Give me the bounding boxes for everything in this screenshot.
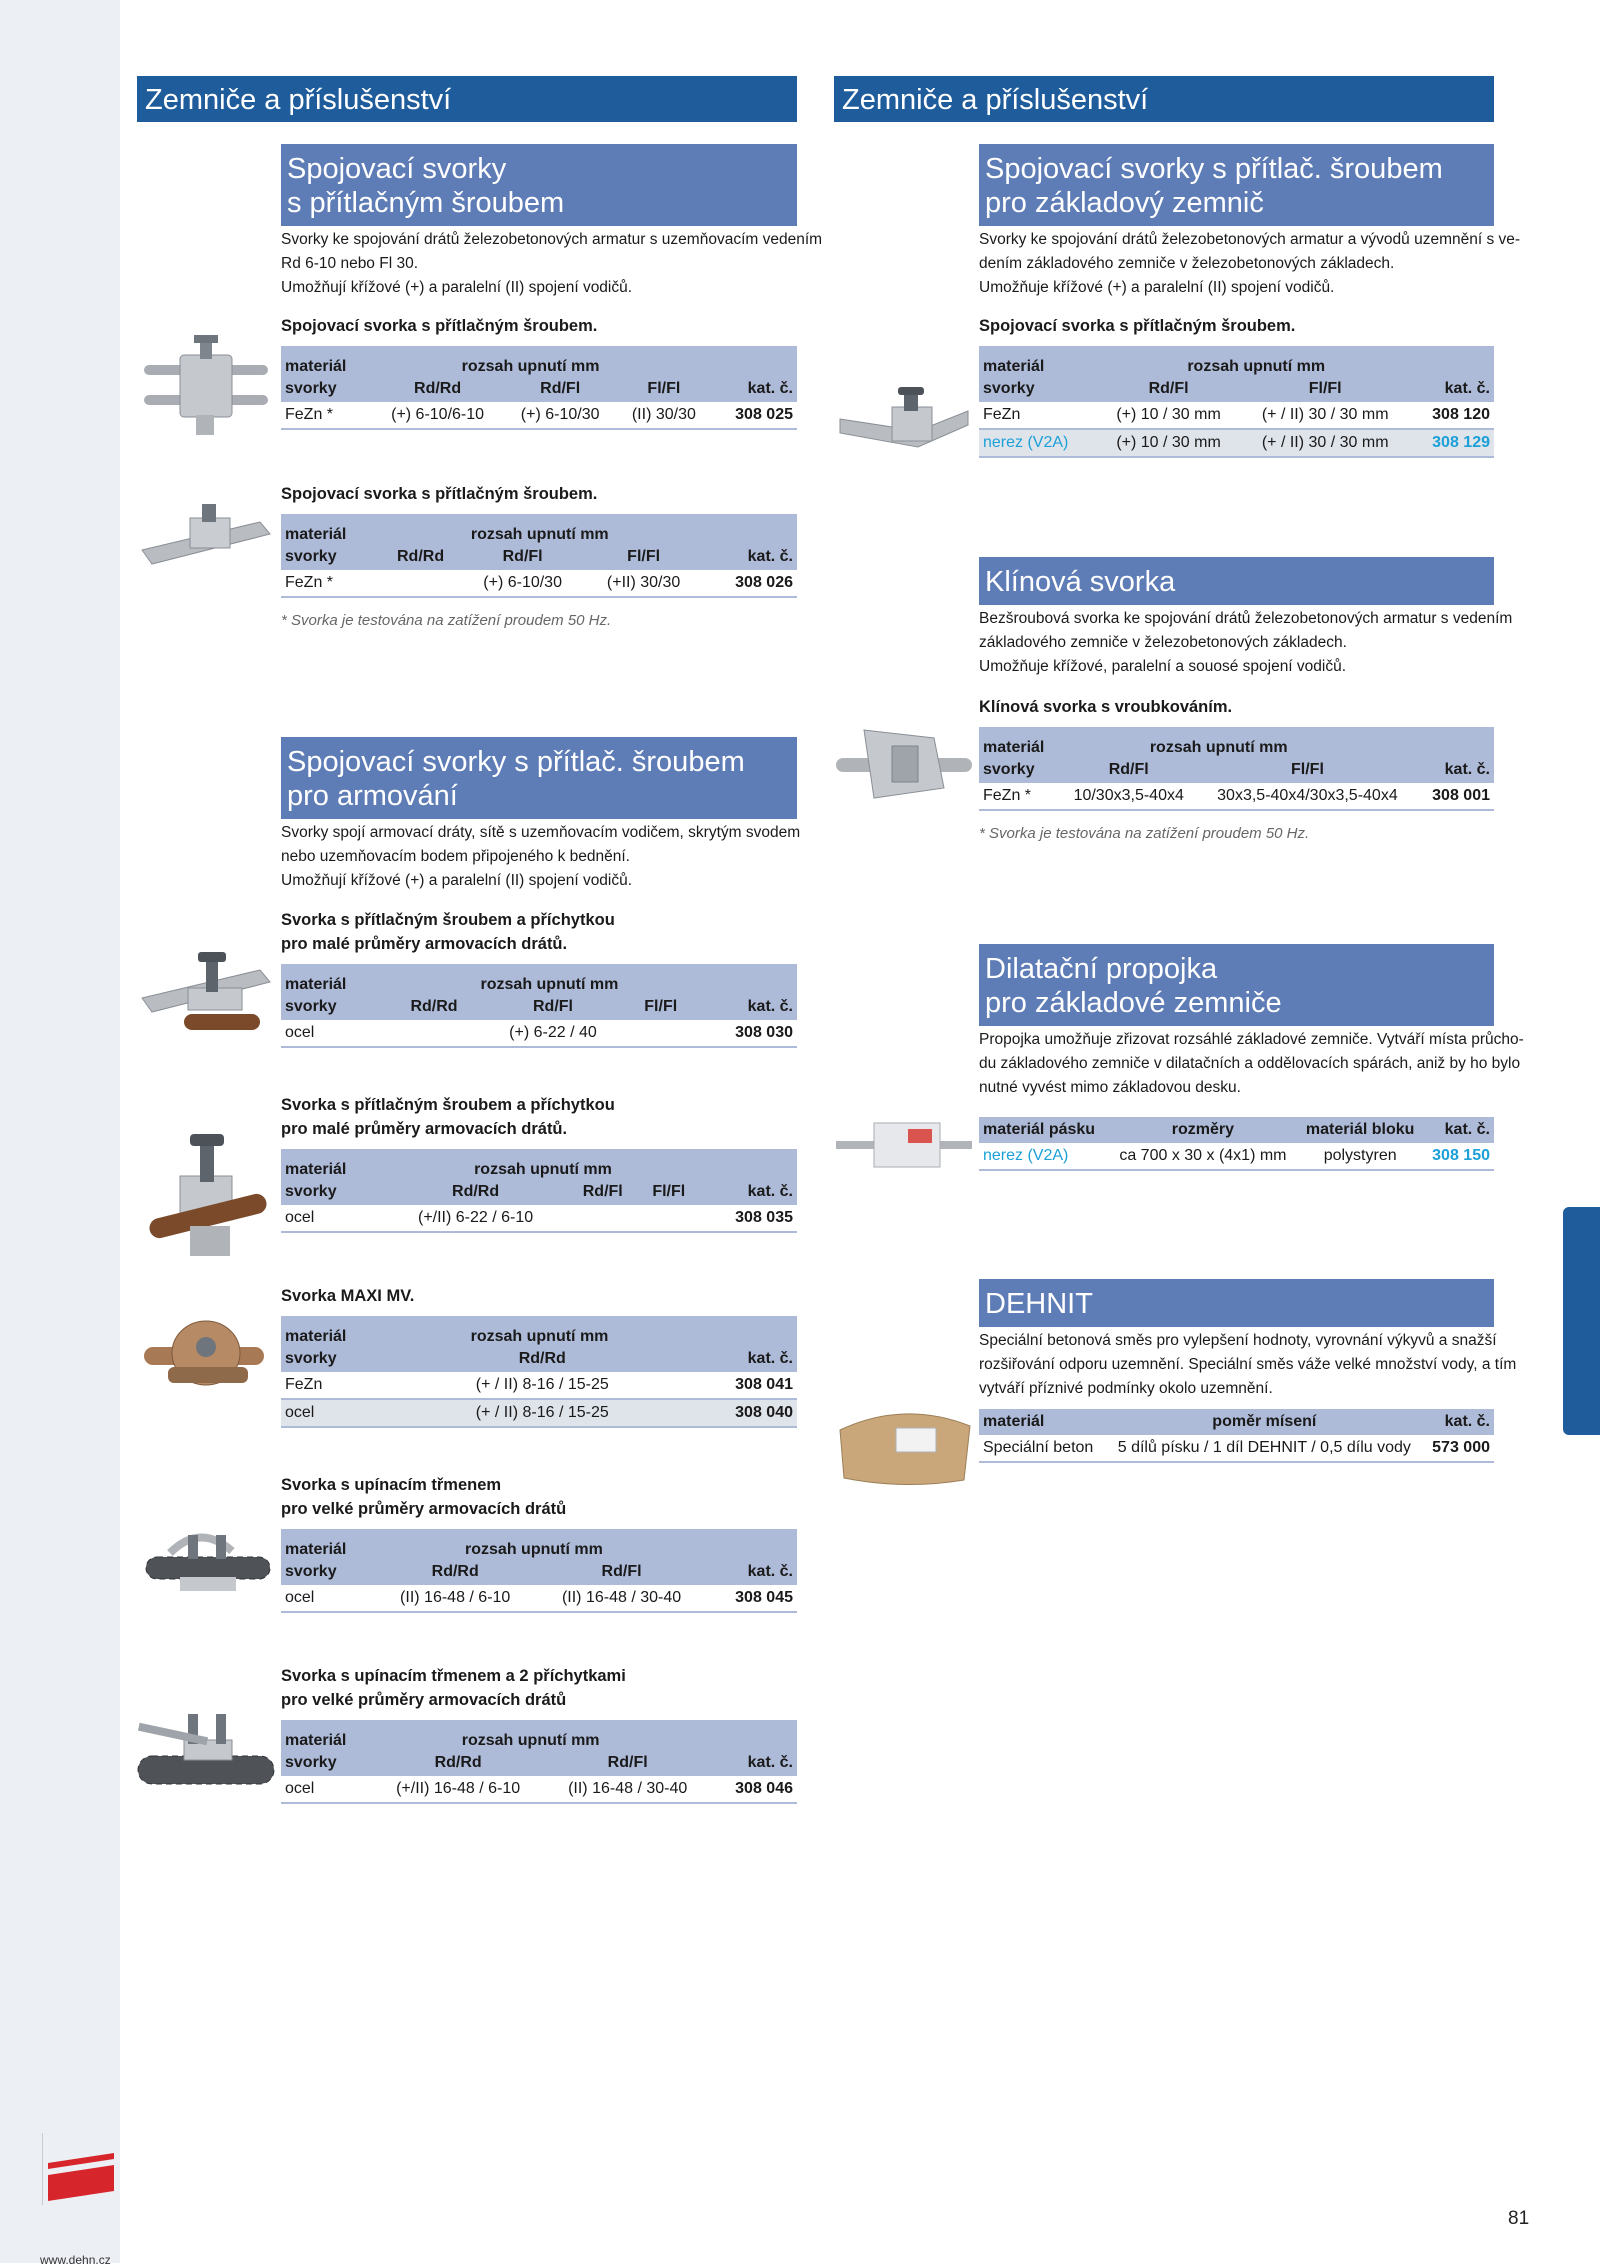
spec-table: materiál rozsah upnutí mm svorky Rd/Fl Fl/Fl kat. č. FeZn * 10/30x3,5-40x4 30x3,5-40x4/30x3,5-40x4 308 001 — [979, 727, 1494, 811]
table-row: nerez (V2A) (+) 10 / 30 mm (+ / II) 30 / 30 mm 308 129 — [979, 429, 1494, 457]
section-klinova-svorka — [979, 557, 1513, 679]
section-title: Spojovací svorky s přítlačným šroubem — [281, 144, 797, 226]
footer-url: www.dehn.cz — [40, 2253, 111, 2267]
table-row: FeZn (+) 10 / 30 mm (+ / II) 30 / 30 mm 308 120 — [979, 402, 1494, 429]
section-dilatacni-propojka — [979, 944, 1524, 1100]
section-spojovaci-svorky — [281, 144, 823, 300]
spec-table: materiál rozsah upnutí mm svorky Rd/Rd kat. č. FeZn (+ / II) 8-16 / 15-25 308 041 ocel (+ / II) 8-16 / 15-25 308 040 — [281, 1316, 797, 1428]
spec-table: materiál rozsah upnutí mm svorky Rd/Rd Rd/Fl Fl/Fl kat. č. FeZn * (+) 6-10/30 (+II) 30/30 308 026 — [281, 514, 797, 598]
product-block-308035 — [281, 1093, 797, 1233]
right-chapter-header: Zemniče a příslušenství — [834, 76, 1494, 122]
dehnit-bag-image — [834, 1390, 974, 1490]
spec-table: materiál rozsah upnutí mm svorky Rd/Fl Fl/Fl kat. č. FeZn (+) 10 / 30 mm (+ / II) 30 / 30 mm 308 120 nerez (V2A) (+) 10 / 30 mm (+ / II) 30 / 30 mm 308 129 — [979, 346, 1494, 458]
product-block-308150 — [979, 1117, 1494, 1171]
left-chapter-header: Zemniče a příslušenství — [137, 76, 797, 122]
table-row: FeZn * (+) 6-10/6-10 (+) 6-10/30 (II) 30/30 308 025 — [281, 402, 797, 429]
chapter-tab — [1563, 1207, 1600, 1435]
section-title: Dilatační propojka pro základové zemniče — [979, 944, 1494, 1026]
product-block-573000 — [979, 1409, 1494, 1463]
clamp-308026-image — [140, 500, 272, 572]
section-description: Bezšroubová svorka ke spojování drátů železobetonových armatur s vedením základového zemniče v železobetonových základech. Umožňuje křížové, paralelní a souosé spojení vodičů. — [979, 610, 1513, 675]
product-block-308030 — [281, 908, 797, 1048]
footnote: * Svorka je testována na zatížení proudem 50 Hz. — [281, 612, 612, 629]
product-block-308120 — [979, 314, 1494, 458]
table-row: FeZn (+ / II) 8-16 / 15-25 308 041 — [281, 1372, 797, 1399]
product-subtitle: Svorka s upínacím třmenem pro velké průměry armovacích drátů — [281, 1476, 567, 1518]
spec-table: materiál rozsah upnutí mm svorky Rd/Rd Rd/Fl Fl/Fl kat. č. FeZn * (+) 6-10/6-10 (+) 6-10/30 (II) 30/30 308 025 — [281, 346, 797, 430]
product-subtitle: Klínová svorka s vroubkováním. — [979, 698, 1233, 716]
clamp-308120-image — [838, 385, 970, 465]
footnote: * Svorka je testována na zatížení proudem 50 Hz. — [979, 825, 1310, 842]
product-subtitle: Svorka s upínacím třmenem a 2 příchytkami pro velké průměry armovacích drátů — [281, 1667, 626, 1709]
section-description: Svorky ke spojování drátů železobetonových armatur a vývodů uzemnění s ve- dením základového zemniče v železobetonových základech. Umožňuje křížové (+) a paralelní (II) spojení vodičů. — [979, 231, 1521, 296]
product-block-308025 — [281, 314, 797, 430]
section-description: Svorky ke spojování drátů železobetonových armatur s uzemňovacím vedením Rd 6-10 nebo Fl 30. Umožňují křížové (+) a paralelní (II) spojení vodičů. — [281, 231, 823, 296]
product-block-308045 — [281, 1473, 797, 1613]
spec-table: materiál rozsah upnutí mm svorky Rd/Rd Rd/Fl kat. č. ocel (+/II) 16-48 / 6-10 (II) 16-48 / 30-40 308 046 — [281, 1720, 797, 1804]
clamp-maxi-mv-image — [140, 1305, 272, 1400]
clamp-308025-image — [140, 335, 272, 435]
table-row: FeZn * 10/30x3,5-40x4 30x3,5-40x4/30x3,5-40x4 308 001 — [979, 783, 1494, 810]
page-number: 81 — [1508, 2208, 1530, 2229]
section-title: Klínová svorka — [979, 557, 1494, 605]
clamp-308046-image — [136, 1700, 276, 1810]
clamp-308001-image — [834, 718, 974, 810]
table-row: FeZn * (+) 6-10/30 (+II) 30/30 308 026 — [281, 570, 797, 597]
table-row: Speciální beton 5 dílů písku / 1 díl DEHNIT / 0,5 dílu vody 573 000 — [979, 1435, 1494, 1462]
product-subtitle: Svorka MAXI MV. — [281, 1287, 415, 1305]
product-block-308001 — [979, 695, 1494, 842]
expansion-joint-image — [834, 1115, 974, 1177]
product-subtitle: Spojovací svorka s přítlačným šroubem. — [281, 485, 598, 503]
table-row: nerez (V2A) ca 700 x 30 x (4x1) mm polystyren 308 150 — [979, 1143, 1494, 1170]
section-svorky-pro-armovani — [281, 737, 801, 893]
section-description: Svorky spojí armovací dráty, sítě s uzemňovacím vodičem, skrytým svodem nebo uzemňovacím bodem připojeného k bednění. Umožňují křížové (+) a paralelní (II) spojení vodičů. — [281, 824, 801, 889]
left-margin-strip — [0, 0, 120, 2263]
product-block-308046 — [281, 1664, 797, 1804]
table-row: ocel (+) 6-22 / 40 308 030 — [281, 1020, 797, 1047]
product-subtitle: Spojovací svorka s přítlačným šroubem. — [281, 317, 598, 335]
section-description: Speciální betonová směs pro vylepšení hodnoty, vyrovnání výkyvů a snažší rozšiřování odporu uzemnění. Speciální směs váže velké množství vody, a tím vytváří příznivé podmínky okolo uzemnění. — [979, 1332, 1517, 1397]
section-title: DEHNIT — [979, 1279, 1494, 1327]
product-block-308026 — [281, 482, 797, 629]
section-title: Spojovací svorky s přítlač. šroubem pro základový zemnič — [979, 144, 1494, 226]
spec-table: materiál rozsah upnutí mm svorky Rd/Rd Rd/Fl kat. č. ocel (II) 16-48 / 6-10 (II) 16-48 / 30-40 308 045 — [281, 1529, 797, 1613]
spec-table: materiál rozsah upnutí mm svorky Rd/Rd Rd/Fl Fl/Fl kat. č. ocel (+) 6-22 / 40 308 030 — [281, 964, 797, 1048]
product-subtitle: Spojovací svorka s přítlačným šroubem. — [979, 317, 1296, 335]
table-row: ocel (+ / II) 8-16 / 15-25 308 040 — [281, 1399, 797, 1427]
table-row: ocel (+/II) 16-48 / 6-10 (II) 16-48 / 30-40 308 046 — [281, 1776, 797, 1803]
section-dehnit — [979, 1279, 1517, 1401]
product-block-maxi-mv — [281, 1284, 797, 1428]
product-subtitle: Svorka s přítlačným šroubem a příchytkou pro malé průměry armovacích drátů. — [281, 1096, 615, 1138]
section-zakladovy-zemnic — [979, 144, 1521, 300]
section-description: Propojka umožňuje zřizovat rozsáhlé základové zemniče. Vytváří místa průcho- du základového zemniče v dilatačních a oddělovacích spárách, aniž by ho bylo nutné vyvést mimo základovou desku. — [979, 1031, 1524, 1096]
spec-table: materiál poměr mísení kat. č. Speciální beton 5 dílů písku / 1 díl DEHNIT / 0,5 dílu vody 573 000 — [979, 1409, 1494, 1463]
product-subtitle: Svorka s přítlačným šroubem a příchytkou pro malé průměry armovacích drátů. — [281, 911, 615, 953]
table-row: ocel (+/II) 6-22 / 6-10 308 035 — [281, 1205, 797, 1232]
clamp-308045-image — [140, 1515, 272, 1615]
spec-table: materiál pásku rozměry materiál bloku kat. č. nerez (V2A) ca 700 x 30 x (4x1) mm polystyren 308 150 — [979, 1117, 1494, 1171]
section-title: Spojovací svorky s přítlač. šroubem pro armování — [281, 737, 797, 819]
table-row: ocel (II) 16-48 / 6-10 (II) 16-48 / 30-40 308 045 — [281, 1585, 797, 1612]
clamp-308030-image — [140, 950, 272, 1050]
spec-table: materiál rozsah upnutí mm svorky Rd/Rd Rd/Fl Fl/Fl kat. č. ocel (+/II) 6-22 / 6-10 308 035 — [281, 1149, 797, 1233]
clamp-308035-image — [140, 1130, 272, 1260]
dehn-logo — [42, 2133, 116, 2205]
